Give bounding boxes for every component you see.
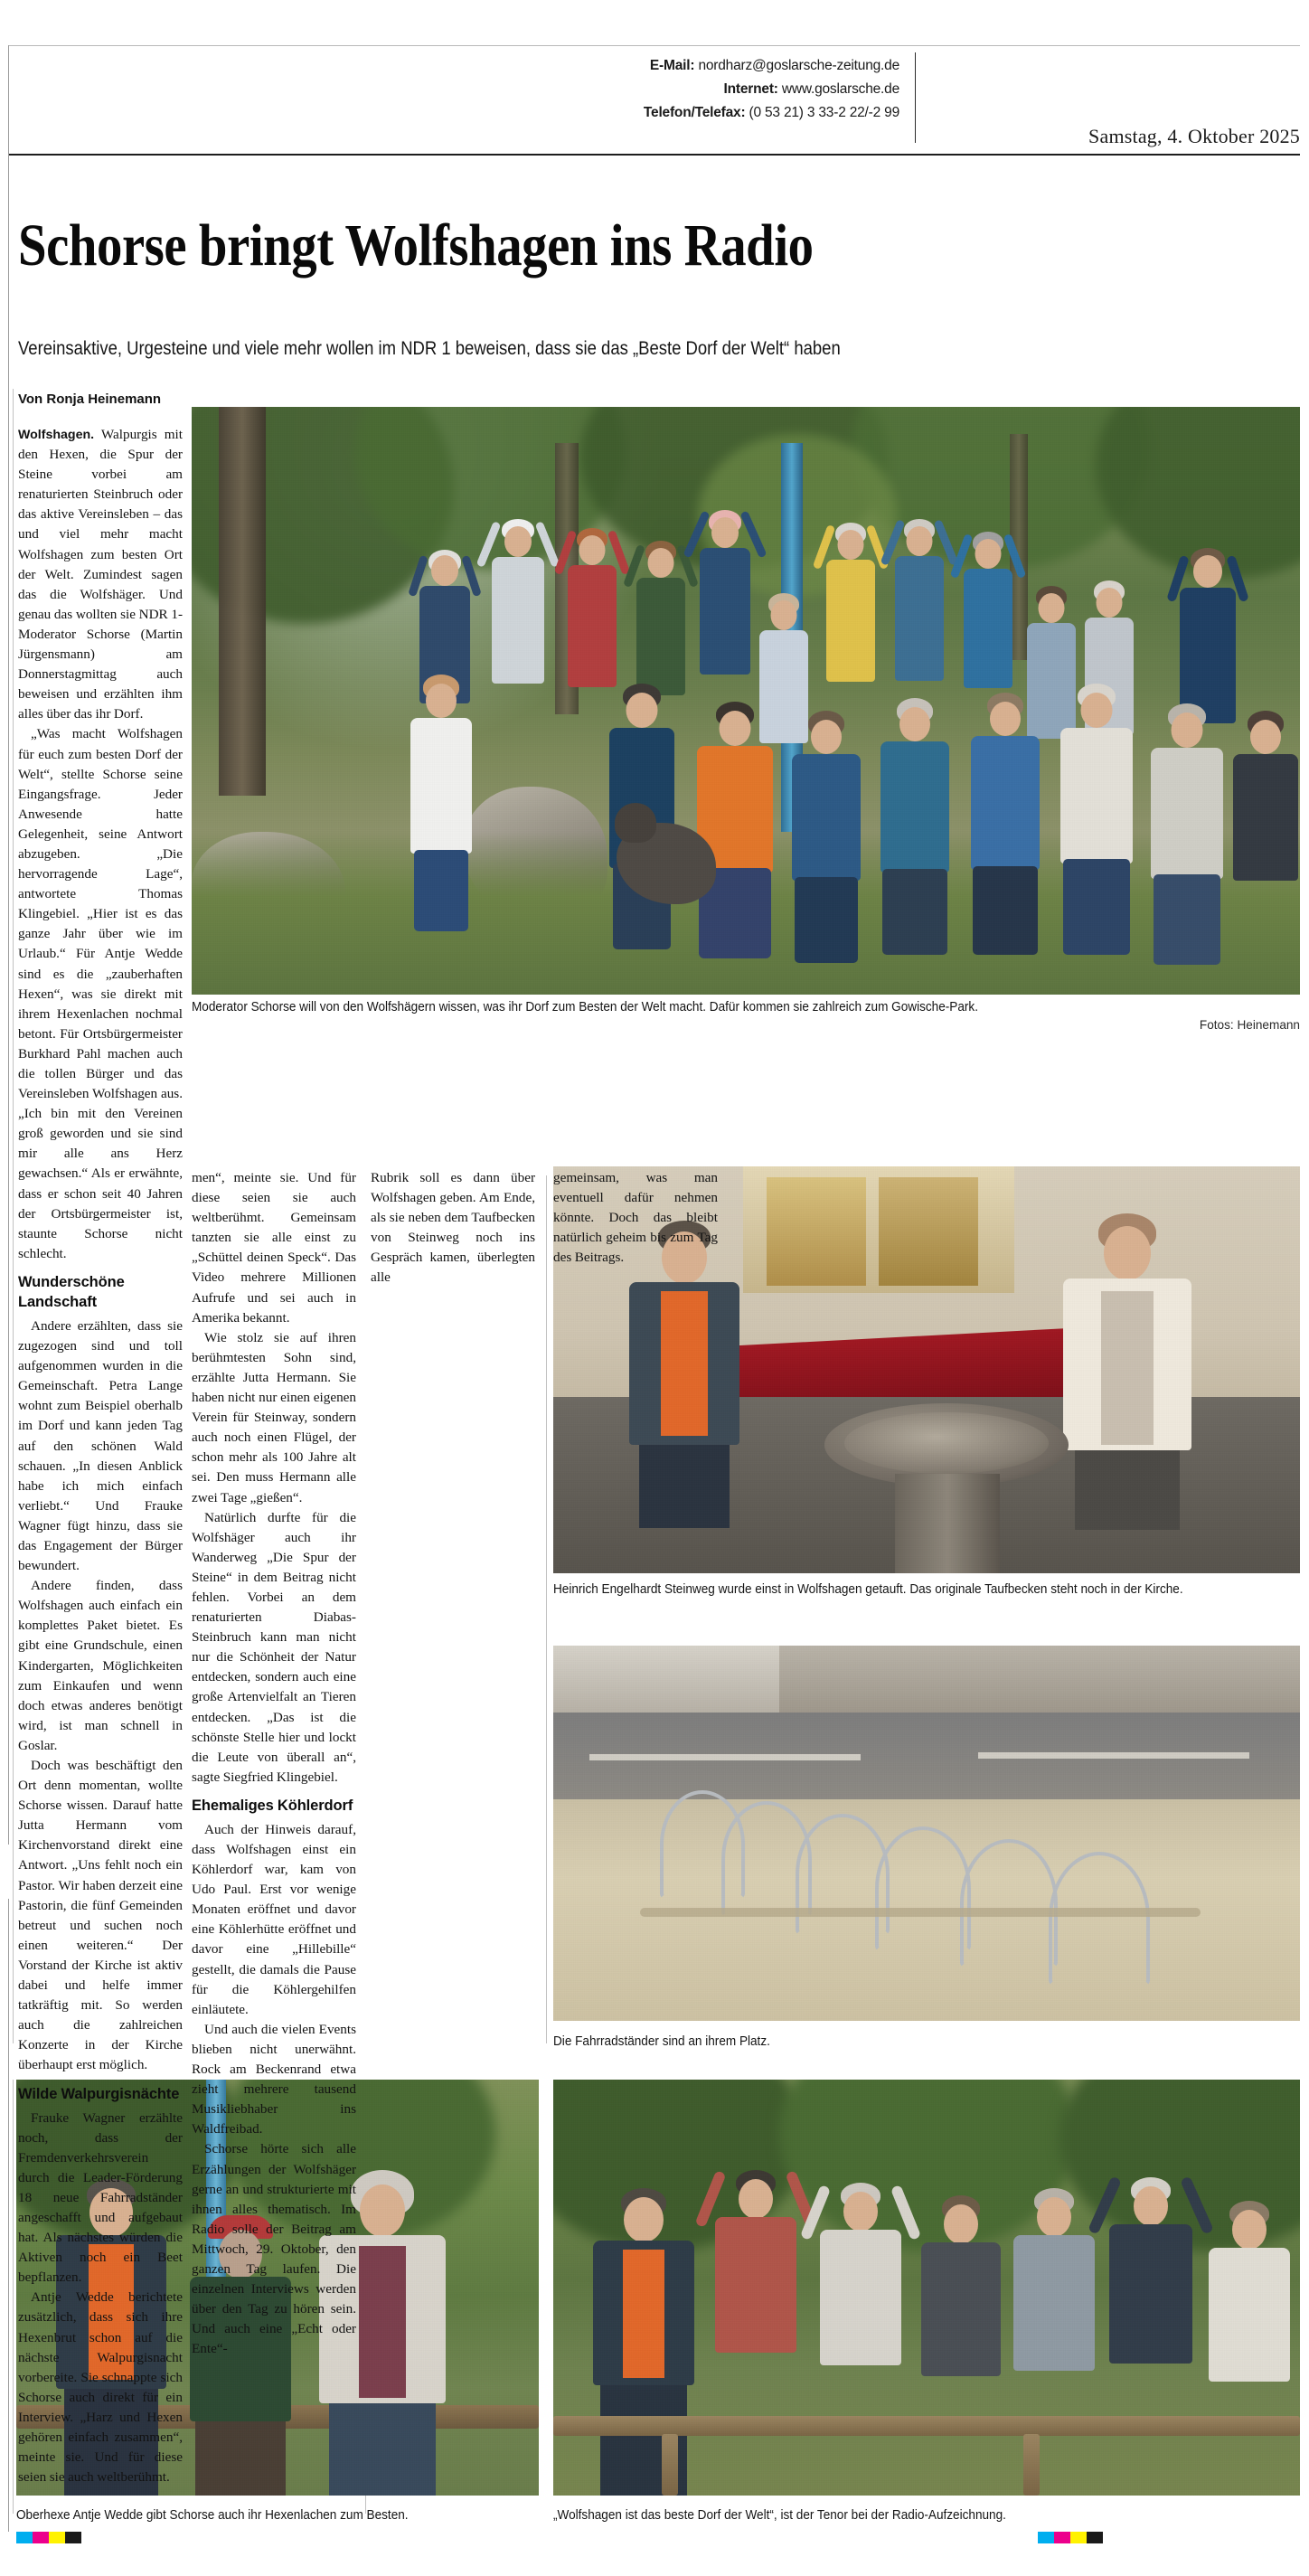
article-paragraph: gemeinsam, was man eventuell dafür nehmen könnte. Doch das bleibt natürlich geheim bis zum Tag des Beitrags. bbox=[553, 1170, 718, 1266]
article-column-4 bbox=[553, 1168, 718, 1476]
article-paragraph: Wolfshagen. Walpurgis mit den Hexen, die Spur der Steine vorbei am renaturierten Steinbruch oder das aktive Vereinsleben – das und viel mehr macht Wolfshagen zum besten Ort der Welt. Zumindest sagen das die Wolfshäger. Und genau das wollten sie NDR 1-Moderator Schorse (Martin Jürgensmann) am Donnerstagmittag auch beweisen und erzählten ihm alles über das ihr Dorf. bbox=[18, 427, 183, 722]
reg-swatch-cyan bbox=[16, 2532, 33, 2543]
masthead bbox=[0, 45, 1309, 156]
masthead-internet-line bbox=[380, 78, 899, 101]
masthead-bottom-rule bbox=[9, 154, 1300, 156]
masthead-phone-value: (0 53 21) 3 33-2 22/-2 99 bbox=[749, 105, 899, 120]
article-paragraph: Andere erzählten, dass sie zugezogen sind und toll aufgenommen wurden in die Gemeinschaft. Petra Lange wohnt zum Beispiel oberhalb im Dorf und kann jeden Tag auf den schönen Wald schauen. „In diesen Anblick habe ich mich einfach verliebt.“ Und Frauke Wagner fügt hinzu, dass sie das Engagement der Bürger bewundert. bbox=[18, 1317, 183, 1574]
masthead-email-value[interactable]: nordharz@goslarsche-zeitung.de bbox=[698, 58, 899, 73]
caption-photo-baptismal-font: Heinrich Engelhardt Steinweg wurde einst in Wolfshagen getauft. Das originale Taufbecken steht noch in der Kirche. bbox=[553, 1582, 1183, 1597]
column-rule-bottom-left bbox=[13, 2080, 14, 2514]
reg-swatch-yellow bbox=[1070, 2532, 1087, 2543]
reg-swatch-yellow bbox=[49, 2532, 65, 2543]
article-headline: Schorse bringt Wolfshagen ins Radio bbox=[18, 212, 814, 278]
page-left-rail bbox=[0, 0, 9, 2576]
masthead-email-label: E-Mail: bbox=[649, 58, 695, 73]
article-subheadline: Vereinsaktive, Urgesteine und viele mehr wollen im NDR 1 beweisen, dass sie das „Beste Dorf der Welt“ haben bbox=[18, 338, 841, 359]
reg-swatch-cyan bbox=[1038, 2532, 1054, 2543]
photo-grain bbox=[553, 2080, 1300, 2496]
masthead-top-rule bbox=[9, 45, 1300, 46]
article-paragraph: Wie stolz sie auf ihren berühmtesten Sohn sind, erzählte Jutta Hermann. Sie haben nicht nur einen eigenen Verein für Steinway, sondern auch noch einen Flügel, der schon mehr als 100 Jahre alt sei. Den muss Hermann alle zwei Tage „gießen“. bbox=[192, 1329, 356, 1505]
article-paragraph: Schorse hörte sich alle Erzählungen der Wolfshäger gerne an und strukturierte mit ihnen alles thematisch. Im Radio solle der Beitrag am Mittwoch, 29. Oktober, den ganzen Tag laufen. Die einzelnen Interviews werden über den Tag zu hören sein. Und auch eine „Echt oder Ente“- bbox=[192, 2141, 356, 2357]
masthead-vertical-divider bbox=[915, 52, 916, 143]
rail-divider-line-lower bbox=[8, 1899, 9, 2532]
credit-photo-group-park: Fotos: Heinemann bbox=[1199, 1018, 1300, 1032]
caption-photo-group-park: Moderator Schorse will von den Wolfshägern wissen, was ihr Dorf zum Besten der Welt macht. Dafür kommen sie zahlreich zum Gowische-Park. bbox=[192, 1000, 978, 1014]
reg-swatch-black bbox=[65, 2532, 81, 2543]
photo-bike-racks bbox=[553, 1646, 1300, 2021]
caption-photo-witch: Oberhexe Antje Wedde gibt Schorse auch ihr Hexenlachen zum Besten. bbox=[16, 2508, 409, 2523]
article-dateline: Wolfshagen. bbox=[18, 428, 95, 442]
article-paragraph: „Was macht Wolfshagen für euch zum besten Dorf der Welt“, stellte Schorse seine Eingangsfrage. Jeder Anwesende hatte Gelegenheit, seine Antwort abzugeben. „Die hervorragende Lage“, antwortete Thomas Klingebiel. „Hier ist es das ganze Jahr über wie im Urlaub.“ Für Antje Wedde sind es die „zauberhaften Hexen“, was sie direkt mit ihrem Hexenlachen nochmal betont. Für Ortsbürgermeister Burkhard Pahl machen auch die tollen Bürger und das Vereinsleben Wolfshagen aus. „Ich bin mit den Vereinen groß geworden und sie sind mir alle ans Herz gewachsen.“ Als er erwähnte, dass er schon seit 40 Jahren der Ortsbürgermeister ist, staunte Schorse nicht schlecht. bbox=[18, 726, 183, 1261]
masthead-internet-value[interactable]: www.goslarsche.de bbox=[781, 81, 899, 97]
masthead-internet-label: Internet: bbox=[723, 81, 778, 97]
article-paragraph: Andere finden, dass Wolfshagen auch einfach ein komplettes Paket bietet. Es gibt eine Grundschule, einen Kindergarten, Möglichkeiten zum Einkaufen und wenn doch etwas anderes benötigt wird, ist man schnell in Goslar. bbox=[18, 1578, 183, 1753]
article-subheading: Ehemaliges Köhlerdorf bbox=[192, 1797, 353, 1814]
article-paragraph: Auch der Hinweis darauf, dass Wolfshagen einst ein Köhlerdorf war, kam von Udo Paul. Erst vor wenige Monaten eröffnet und davor eine Köhlerhütte eröffnet und davor eine „Hillebille“ gestellt, die damals die Pause für die Köhlergehilfen einläutete. bbox=[192, 1821, 356, 2017]
masthead-email-line bbox=[380, 54, 899, 78]
article-column-2 bbox=[192, 1168, 356, 2357]
article-column-1 bbox=[18, 425, 183, 2486]
reg-swatch-black bbox=[1087, 2532, 1103, 2543]
article-paragraph: Natürlich durfte für die Wolfshäger auch ihr Wanderweg „Die Spur der Steine“ in dem Beitrag nicht fehlen. Vorbei an dem renaturierten Diabas-Steinbruch kann man nicht nur die Schönheit der Natur entdecken, sondern auch eine große Artenvielfalt an Tieren entdecken. „Das ist die schönste Stelle hier und lockt die Leute von überall an“, sagte Siegfried Klingebiel. bbox=[192, 1509, 356, 1785]
masthead-phone-line bbox=[380, 101, 899, 125]
photo-grain bbox=[192, 407, 1300, 995]
article-subheading: Wilde Walpurgisnächte bbox=[18, 2085, 180, 2102]
reg-swatch-magenta bbox=[33, 2532, 49, 2543]
article-paragraph: Frauke Wagner erzählte noch, dass der Fremdenverkehrsverein durch die Leader-Förderung 18 neue Fahrradständer angeschafft und aufgebaut hat. Als nächstes würden die Aktiven noch ein Beet bepflanzen. bbox=[18, 2109, 183, 2286]
rail-divider-line bbox=[8, 45, 9, 1845]
masthead-date: Samstag, 4. Oktober 2025 bbox=[1088, 125, 1300, 147]
article-byline: Von Ronja Heinemann bbox=[18, 392, 162, 407]
registration-bar-right bbox=[1038, 2532, 1103, 2543]
article-subheading: Wunderschöne Landschaft bbox=[18, 1273, 125, 1310]
photo-radio-recording bbox=[553, 2080, 1300, 2496]
masthead-phone-label: Telefon/Telefax: bbox=[643, 105, 746, 120]
article-paragraph: men“, meinte sie. Und für diese seien sie auch weltberühmt. Gemeinsam tanzten sie alle einst zu „Schüttel deinen Speck“. Das Video mehrere Millionen Aufrufe und sei auch in Amerika bekannt. bbox=[192, 1170, 356, 1326]
caption-photo-radio-recording: „Wolfshagen ist das beste Dorf der Welt“, ist der Tenor bei der Radio-Aufzeichnung. bbox=[553, 2508, 1006, 2523]
article-paragraph: Und auch die vielen Events blieben nicht unerwähnt. Rock am Beckenrand etwa zieht mehrere tausend Musikliebhaber ins Waldfreibad. bbox=[192, 2021, 356, 2137]
reg-swatch-magenta bbox=[1054, 2532, 1070, 2543]
photo-grain bbox=[553, 1646, 1300, 2021]
column-rule-2 bbox=[546, 1175, 547, 2043]
registration-bar-left bbox=[16, 2532, 81, 2543]
caption-photo-bike-racks: Die Fahrradständer sind an ihrem Platz. bbox=[553, 2034, 770, 2049]
masthead-contact-block bbox=[380, 54, 899, 125]
article-column-3 bbox=[371, 1168, 535, 2045]
photo-group-park bbox=[192, 407, 1300, 995]
column-rule-0 bbox=[13, 389, 14, 2043]
article-paragraph: Rubrik soll es dann über Wolfshagen geben. Am Ende, als sie neben dem Taufbecken von Steinweg noch ins Gespräch kamen, überlegten alle bbox=[371, 1170, 535, 1286]
article-paragraph: Antje Wedde berichtete zusätzlich, dass sich ihre Hexenbrut schon auf die nächste Walpurgisnacht vorbereite. Sie schnappte sich Schorse auch direkt für ein Interview. „Harz und Hexen gehören einfach zusammen“, meinte sie. Und für diese seien sie auch weltberühmt. bbox=[18, 2289, 183, 2486]
article-paragraph: Doch was beschäftigt den Ort denn momentan, wollte Schorse wissen. Darauf hatte Jutta Hermann vom Kirchenvorstand direkt eine Antwort. „Uns fehlt noch ein Pastor. Wir haben derzeit eine Pastorin, die fünf Gemeinden betreut und suchen noch einen weiteren.“ Der Vorstand der Kirche ist aktiv dabei und helfe immer tatkräftig mit. So werden auch die zahlreichen Konzerte in der Kirche überhaupt erst möglich. bbox=[18, 1758, 183, 2073]
